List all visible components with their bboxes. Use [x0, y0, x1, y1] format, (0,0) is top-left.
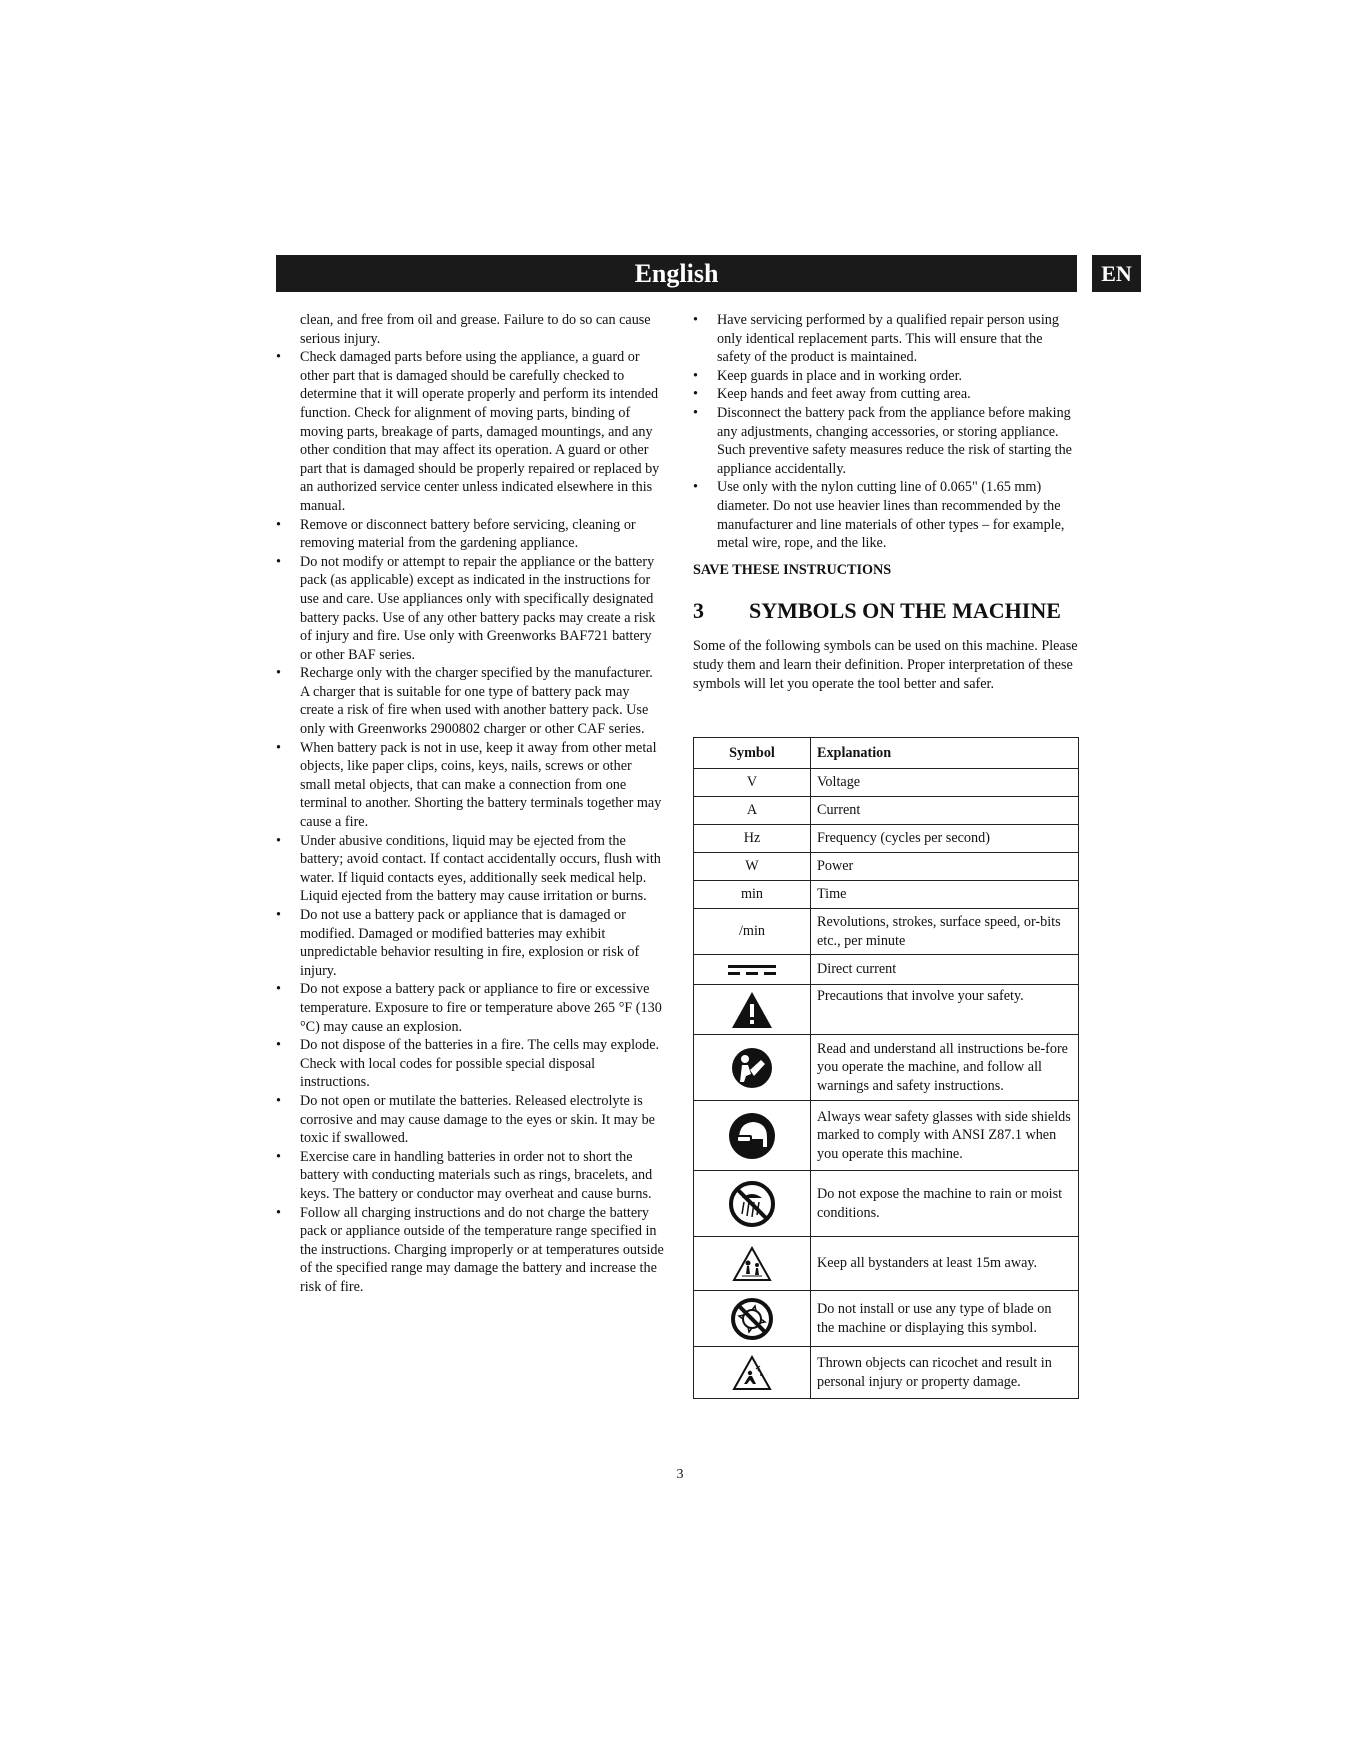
language-code: EN — [1101, 260, 1132, 286]
explanation-cell: Revolutions, strokes, surface speed, or-bits etc., per minute — [811, 909, 1079, 955]
bullet-item: • Do not modify or attempt to repair the appliance or the battery pack (as applicable) except as indicated in the instructions for use and care. Use appliances only with specifically designated battery packs. Use of any other battery packs may create a risk of injury and fire. Use only with Greenworks BAF721 battery or other BAF series. — [276, 553, 664, 665]
explanation-cell: Time — [811, 881, 1079, 909]
explanation-cell: Voltage — [811, 769, 1079, 797]
right-column — [693, 311, 1078, 693]
language-tab — [1092, 255, 1141, 292]
explanation-cell: Always wear safety glasses with side shields marked to comply with ANSI Z87.1 when you operate this machine. — [811, 1101, 1079, 1171]
save-instructions-heading: SAVE THESE INSTRUCTIONS — [693, 561, 892, 578]
read-manual-icon — [730, 1046, 774, 1090]
bullet-item: • Check damaged parts before using the appliance, a guard or other part that is damaged should be carefully checked to determine that it will operate properly and perform its intended function. Check for alignment of moving parts, binding of moving parts, breakage of parts, damaged mountings, and any other condition that may affect its operation. A guard or other part that is damaged should be properly repaired or replaced by an authorized service center unless indicated elsewhere in this manual. — [276, 348, 664, 515]
table-row — [694, 1291, 1079, 1347]
bullet-item: • Have servicing performed by a qualified repair person using only identical replacement parts. This will ensure that the safety of the product is maintained. — [693, 311, 1078, 367]
page-number: 3 — [676, 1467, 684, 1482]
symbol-cell — [694, 1171, 811, 1237]
table-row — [694, 769, 1079, 797]
symbol-cell — [694, 1347, 811, 1399]
table-row — [694, 825, 1079, 853]
bullet-item: • Keep guards in place and in working order. — [693, 367, 1078, 386]
symbol-cell: A — [694, 797, 811, 825]
table-row — [694, 1101, 1079, 1171]
section-intro: Some of the following symbols can be used on this machine. Please study them and learn their definition. Proper interpretation of these symbols will let you operate the tool better and safer. — [693, 638, 1078, 692]
symbol-cell: W — [694, 853, 811, 881]
safety-glasses-icon — [727, 1111, 777, 1161]
left-column — [276, 311, 664, 1296]
bullet-item: • When battery pack is not in use, keep it away from other metal objects, like paper clips, coins, keys, nails, screws or other small metal objects, that can make a connection from one terminal to another. Shorting the battery terminals together may cause a fire. — [276, 739, 664, 832]
direct-current-icon — [726, 963, 778, 977]
table-row — [694, 1171, 1079, 1237]
bullet-item: • Do not expose a battery pack or appliance to fire or excessive temperature. Exposure to fire or temperature above 265 °F (130 °C) may cause an explosion. — [276, 980, 664, 1036]
symbol-cell — [694, 1035, 811, 1101]
explanation-cell: Power — [811, 853, 1079, 881]
explanation-cell: Direct current — [811, 955, 1079, 985]
table-row — [694, 1237, 1079, 1291]
bullet-item: • Remove or disconnect battery before servicing, cleaning or removing material from the gardening appliance. — [276, 516, 664, 553]
bystanders-icon — [732, 1246, 772, 1282]
explanation-cell: Read and understand all instructions be-fore you operate the machine, and follow all warnings and safety instructions. — [811, 1035, 1079, 1101]
header-title: English — [634, 258, 719, 288]
bullet-item: • Exercise care in handling batteries in order not to short the battery with conducting materials such as rings, bracelets, and keys. The battery or conductor may overheat and cause burns. — [276, 1148, 664, 1204]
section-title: SYMBOLS ON THE MACHINE — [749, 598, 1061, 624]
table-row — [694, 985, 1079, 1035]
explanation-cell: Thrown objects can ricochet and result in personal injury or property damage. — [811, 1347, 1079, 1399]
no-blade-icon — [730, 1297, 774, 1341]
explanation-column-header: Explanation — [811, 738, 1079, 769]
bullet-item: • Do not use a battery pack or appliance that is damaged or modified. Damaged or modified batteries may exhibit unpredictable behavior resulting in fire, explosion or risk of injury. — [276, 906, 664, 980]
explanation-cell: Precautions that involve your safety. — [811, 985, 1079, 1035]
symbol-cell: /min — [694, 909, 811, 955]
table-row — [694, 1035, 1079, 1101]
symbols-table — [693, 737, 1079, 1399]
continuation-paragraph: clean, and free from oil and grease. Failure to do so can cause serious injury. — [300, 312, 651, 347]
bullet-item: • Follow all charging instructions and do not charge the battery pack or appliance outside of the temperature range specified in the instructions. Charging improperly or at temperatures outside of the specified range may damage the battery and increase the risk of fire. — [276, 1204, 664, 1297]
explanation-cell: Current — [811, 797, 1079, 825]
explanation-cell: Do not expose the machine to rain or moist conditions. — [811, 1171, 1079, 1237]
explanation-cell: Do not install or use any type of blade on the machine or displaying this symbol. — [811, 1291, 1079, 1347]
section-number: 3 — [693, 598, 704, 624]
no-rain-icon — [728, 1180, 776, 1228]
bullet-item: • Do not dispose of the batteries in a fire. The cells may explode. Check with local codes for possible special disposal instructions. — [276, 1036, 664, 1092]
table-row — [694, 797, 1079, 825]
symbol-cell — [694, 1237, 811, 1291]
thrown-objects-icon — [732, 1355, 772, 1391]
safety-bullet-list — [276, 348, 664, 1296]
bullet-item: • Do not open or mutilate the batteries. Released electrolyte is corrosive and may cause damage to the eyes or skin. It may be toxic if swallowed. — [276, 1092, 664, 1148]
bullet-item: • Recharge only with the charger specified by the manufacturer. A charger that is suitable for one type of battery pack may create a risk of fire when used with another battery pack. Use only with Greenworks 2900802 charger or other CAF series. — [276, 664, 664, 738]
explanation-cell: Frequency (cycles per second) — [811, 825, 1079, 853]
symbol-cell — [694, 985, 811, 1035]
table-row — [694, 853, 1079, 881]
table-row — [694, 1347, 1079, 1399]
symbol-cell — [694, 955, 811, 985]
table-header-row — [694, 738, 1079, 769]
table-row — [694, 909, 1079, 955]
bullet-item: • Under abusive conditions, liquid may be ejected from the battery; avoid contact. If contact accidentally occurs, flush with water. If liquid contacts eyes, additionally seek medical help. Liquid ejected from the battery may cause irritation or burns. — [276, 832, 664, 906]
maintenance-bullet-list — [693, 311, 1078, 553]
symbol-cell — [694, 1101, 811, 1171]
symbol-cell: Hz — [694, 825, 811, 853]
bullet-item: • Disconnect the battery pack from the appliance before making any adjustments, changing accessories, or storing appliance. Such preventive safety measures reduce the risk of starting the appliance accidentally. — [693, 404, 1078, 478]
language-header-bar — [276, 255, 1077, 292]
table-row — [694, 955, 1079, 985]
warning-triangle-icon — [730, 990, 774, 1030]
bullet-item: • Keep hands and feet away from cutting area. — [693, 385, 1078, 404]
table-row — [694, 881, 1079, 909]
symbol-column-header: Symbol — [694, 738, 811, 769]
symbol-cell — [694, 1291, 811, 1347]
explanation-cell: Keep all bystanders at least 15m away. — [811, 1237, 1079, 1291]
symbol-cell: V — [694, 769, 811, 797]
bullet-item: • Use only with the nylon cutting line of 0.065" (1.65 mm) diameter. Do not use heavier lines than recommended by the manufacturer and line materials of other types – for example, metal wire, rope, and the like. — [693, 478, 1078, 552]
symbol-cell: min — [694, 881, 811, 909]
section-heading — [693, 597, 1078, 625]
